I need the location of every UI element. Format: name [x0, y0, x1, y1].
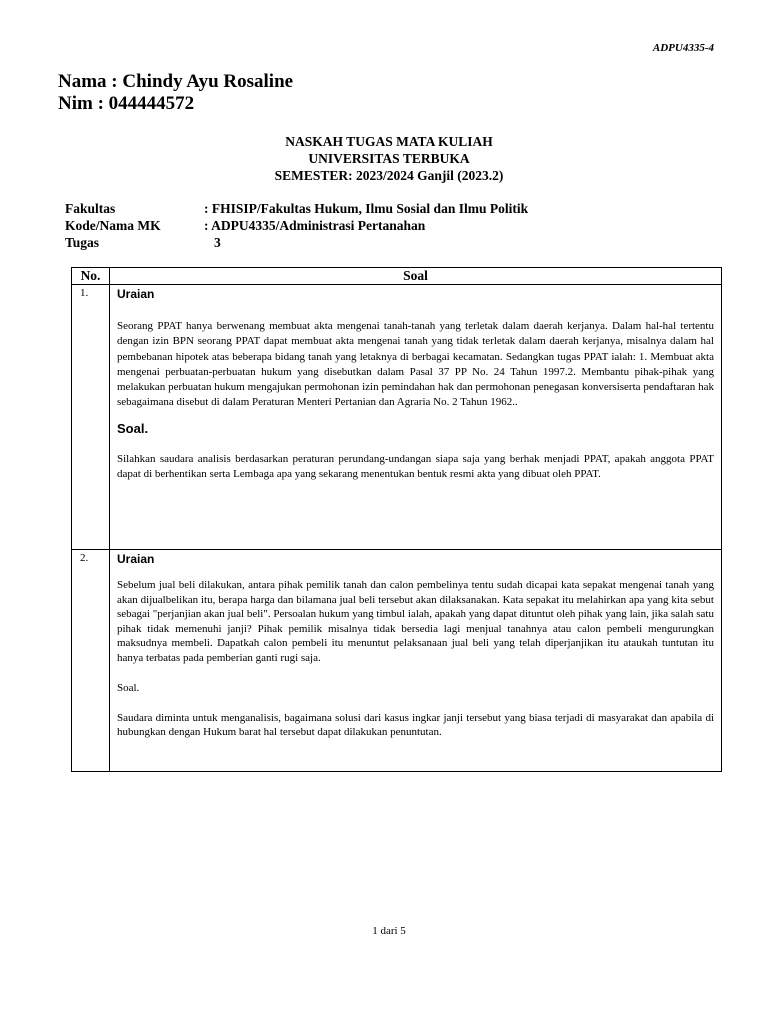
document-heading	[0, 133, 768, 184]
header-no: No.	[72, 268, 110, 285]
student-nim: Nim : 044444572	[58, 93, 195, 114]
uraian-text: Seorang PPAT hanya berwenang membuat akta mengenai tanah-tanah yang terletak dalam daerah kerjanya. Dalam hal-hal tertentu dengan izin BPN seorang PPAT dapat membuat akta mengenai tanah yang tidak terletak dalam daerah kerjanya, misalnya dalam hal pembebanan hipotek atas beberapa bidang tanah yang letaknya di berbagai kecamatan. Sedangkan tugas PPAT ialah: 1. Membuat akta mengenai perbuatan-perbuatan hukum yang disebutkan dalam Pasal 37 PP No. 24 Tahun 1997.2. Membantu pihak-pihak yang melakukan perbuatan hukum mengajukan permohonan izin pemindahan hak dan permohonan penegasan konversiserta pendaftaran hak sebagaimana disebut di dalam Peraturan Menteri Pertanian dan Agraria No. 2 Tahun 1962..	[117, 320, 714, 409]
question-cell	[110, 285, 722, 550]
uraian-title: Uraian	[117, 287, 155, 301]
soal-title: Soal.	[117, 681, 140, 694]
table-row	[72, 550, 722, 772]
uraian-title: Uraian	[117, 552, 155, 566]
soal-title: Soal.	[117, 420, 149, 436]
meta-label: Kode/Nama MK	[65, 218, 161, 233]
meta-fakultas	[65, 200, 528, 217]
question-table	[71, 267, 722, 772]
row-number: 2.	[72, 550, 110, 772]
course-code: ADPU4335-4	[652, 42, 714, 54]
page-number: 1 dari 5	[372, 925, 406, 937]
heading-line-2: UNIVERSITAS TERBUKA	[308, 151, 470, 166]
header-soal: Soal	[110, 268, 722, 285]
student-info	[58, 71, 293, 115]
uraian-text: Sebelum jual beli dilakukan, antara pihak pemilik tanah dan calon pembelinya tentu sudah dicapai kata sepakat mengenai tanah yang akan dijualbelikan itu, berapa harga dan bilamana jual beli tersebut akan dilaksanakan. Kata sepakat itu melahirkan apa yang kita sebut sebagai "perjanjian akan jual beli". Persoalan hukum yang timbul ialah, apakah yang dapat dituntut oleh pihak yang lain, jika salah satu pihak tidak memenuhi janji? Pihak pemilik misalnya tidak bersedia lagi menjual tanahnya atau calon pembeli mengurungkan maksudnya membeli. Dapatkah calon pembeli itu menuntut pelaksanaan jual beli yang telah diperjanjikan itu ataukah tuntutan itu hanya terbatas pada pemberian ganti rugi saja.	[117, 579, 714, 664]
soal-text: Silahkan saudara analisis berdasarkan peraturan perundang-undangan siapa saja yang berhak menjadi PPAT, apakah anggota PPAT dapat di berhentikan serta Lembaga apa yang sekarang menentukan bentuk resmi akta yang dibuat oleh PPAT.	[117, 452, 714, 481]
meta-label: Tugas	[65, 235, 100, 250]
table-row	[72, 285, 722, 550]
meta-value: : ADPU4335/Administrasi Pertanahan	[204, 218, 426, 233]
heading-line-1: NASKAH TUGAS MATA KULIAH	[285, 134, 493, 149]
course-meta	[65, 200, 528, 251]
meta-label: Fakultas	[65, 201, 116, 216]
meta-kode	[65, 217, 528, 234]
question-cell	[110, 550, 722, 772]
meta-value: 3	[214, 235, 221, 250]
table-header-row	[72, 268, 722, 285]
meta-tugas	[65, 234, 528, 251]
meta-value: : FHISIP/Fakultas Hukum, Ilmu Sosial dan Ilmu Politik	[204, 201, 529, 216]
student-name: Nama : Chindy Ayu Rosaline	[58, 71, 294, 92]
soal-text: Saudara diminta untuk menganalisis, bagaimana solusi dari kasus ingkar janji tersebut yang biasa terjadi di masyarakat dan apabila di hubungkan dengan Hukum barat hal tersebut dapat dilakukan penuntutan.	[117, 711, 714, 739]
row-number: 1.	[72, 285, 110, 550]
heading-line-3: SEMESTER: 2023/2024 Ganjil (2023.2)	[274, 168, 504, 183]
